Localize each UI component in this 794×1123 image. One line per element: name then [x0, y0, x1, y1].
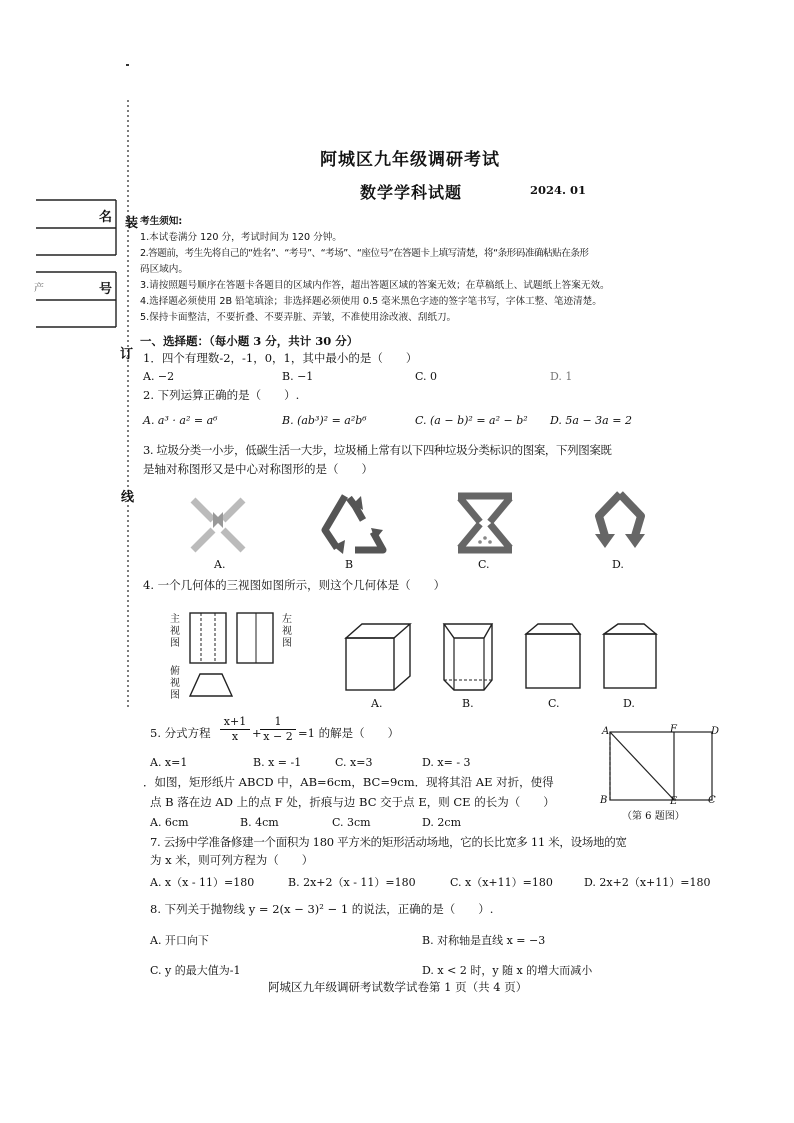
q7-option-b: B. 2x+2（x - 11）=180: [288, 876, 416, 889]
q8-option-a: A. 开口向下: [150, 934, 209, 947]
number-field: [36, 272, 116, 328]
q6-line2: 点 B 落在边 AD 上的点 F 处，折痕与边 BC 交于点 E，则 CE 的长为（ ）: [150, 795, 555, 809]
q3-figure-d: [585, 486, 655, 556]
binding-char-xian: 线: [121, 490, 135, 505]
q2-stem: 2. 下列运算正确的是（ ）.: [143, 388, 300, 402]
q5-fraction-1: [220, 715, 250, 744]
notice-item-3: 3.请按照题号顺序在答题卡各题目的区域内作答，超出答题区域的答案无效；在草稿纸上、试题纸上答案无效。: [140, 280, 610, 291]
q6-figure: [604, 728, 724, 808]
q5-plus: +: [252, 726, 262, 740]
q1-option-d: D. 1: [550, 370, 573, 383]
notice-item-2-cont: 码区域内。: [140, 264, 188, 275]
name-label: 名: [99, 210, 113, 225]
q4-solid-b: [440, 620, 520, 700]
notice-item-2: 2.答题前，考生先将自己的“姓名”、“考号”、“考场”、“座位号”在答题卡上填写清楚，将“条形码准确粘贴在条形: [140, 248, 589, 259]
q6-option-b: B. 4cm: [240, 816, 279, 829]
q6-point-b: B: [600, 795, 608, 806]
exam-subtitle: 数学学科试题: [360, 183, 463, 202]
q3-stem-line1: 3. 垃圾分类一小步，低碳生活一大步，垃圾桶上常有以下四种垃圾分类标识的图案，下列图案既: [143, 443, 612, 457]
q7-option-d: D. 2x+2（x+11）=180: [584, 876, 711, 889]
q2-option-a: A. a³ · a² = a⁶: [143, 414, 218, 427]
q4-label-a: A.: [371, 697, 383, 710]
q6-point-c: C: [708, 795, 716, 806]
q6-line1: ．如图，矩形纸片 ABCD 中，AB=6cm，BC=9cm．现将其沿 AE 对折，使得: [143, 775, 554, 789]
q6-point-e: E: [670, 796, 678, 807]
q2-option-d: D. 5a − 3a = 2: [550, 414, 632, 427]
notice-item-1: 1.本试卷满分 120 分，考试时间为 120 分钟。: [140, 232, 342, 243]
q6-point-f: F: [670, 724, 677, 735]
q8-option-c: C. y 的最大值为-1: [150, 964, 241, 977]
notice-heading: 考生须知:: [140, 216, 183, 227]
q4-view-front-label: 主视图: [170, 614, 180, 649]
q5-option-d: D. x= - 3: [422, 756, 471, 769]
q3-label-b: B: [345, 558, 354, 571]
q8-option-d: D. x < 2 时，y 随 x 的增大而减小: [422, 964, 593, 977]
q6-option-a: A. 6cm: [150, 816, 189, 829]
q4-solid-a: [342, 620, 422, 700]
q5-frac1-den: x: [231, 730, 239, 743]
q1-option-b: B. −1: [282, 370, 314, 383]
q6-point-a: A: [602, 726, 610, 737]
number-prefix: 产: [34, 283, 44, 294]
q5-option-c: C. x=3: [335, 756, 373, 769]
notice-item-5: 5.保持卡面整洁，不要折叠、不要弄脏、弄皱，不准使用涂改液、刮纸刀。: [140, 312, 457, 323]
q5-prefix: 5. 分式方程: [150, 726, 211, 740]
q5-option-b: B. x = -1: [253, 756, 302, 769]
q2-option-b: B. (ab³)² = a²b⁶: [282, 414, 367, 427]
q3-figure-c: [450, 488, 520, 558]
q4-view-top-label: 俯视图: [170, 666, 180, 701]
q7-line1: 7. 云扬中学准备修建一个面积为 180 平方米的矩形活动场地，它的长比宽多 11 米，设场地的宽: [150, 835, 627, 849]
q7-option-c: C. x（x+11）=180: [450, 876, 553, 889]
q1-stem: 1．四个有理数-2，-1，0，1，其中最小的是（ ）: [143, 351, 418, 365]
q7-line2: 为 x 米，则可列方程为（ ）: [150, 853, 314, 867]
page-footer: 阿城区九年级调研考试数学试卷第 1 页（共 4 页）: [268, 980, 528, 994]
q4-left-view: [236, 612, 276, 667]
q3-label-d: D.: [612, 558, 624, 571]
q5-frac1-num: x+1: [220, 715, 250, 730]
q5-frac2-num: 1: [260, 715, 296, 730]
q4-solid-c: [522, 620, 592, 700]
exam-title: 阿城区九年级调研考试: [320, 150, 500, 170]
exam-date: 2024. 01: [530, 183, 587, 197]
q5-suffix: =1 的解是（ ）: [298, 726, 400, 740]
q4-label-d: D.: [623, 697, 635, 710]
number-label: 号: [99, 282, 113, 297]
q8-stem: 8. 下列关于抛物线 y = 2(x − 3)² − 1 的说法，正确的是（ ）.: [150, 902, 494, 916]
q1-option-a: A. −2: [143, 370, 175, 383]
q4-view-left-label: 左视图: [282, 614, 292, 649]
q4-label-b: B.: [462, 697, 474, 710]
binding-char-zhuang: 装: [125, 216, 139, 231]
q3-label-a: A.: [214, 558, 226, 571]
q6-option-c: C. 3cm: [332, 816, 371, 829]
q1-option-c: C. 0: [415, 370, 438, 383]
q6-figure-caption: （第 6 题图）: [622, 811, 685, 822]
q2-option-c: C. (a − b)² = a² − b²: [415, 414, 528, 427]
q7-option-a: A. x（x - 11）=180: [150, 876, 255, 889]
q4-front-view: [189, 612, 229, 667]
q8-option-b: B. 对称轴是直线 x = −3: [422, 934, 546, 947]
q4-stem: 4. 一个几何体的三视图如图所示，则这个几何体是（ ）: [143, 578, 446, 592]
q5-option-a: A. x=1: [150, 756, 188, 769]
name-field: [36, 200, 116, 256]
q4-label-c: C.: [548, 697, 560, 710]
q3-stem-line2: 是轴对称图形又是中心对称图形的是（ ）: [143, 462, 373, 476]
notice-item-4: 4.选择题必须使用 2B 铅笔填涂；非选择题必须使用 0.5 毫米黑色字迹的签字笔书写，字体工整、笔迹清楚。: [140, 296, 602, 307]
q4-top-view: [188, 670, 238, 700]
binding-char-ding: 订: [120, 347, 134, 362]
q5-fraction-2: [260, 715, 296, 744]
q6-point-d: D: [711, 726, 720, 737]
q3-label-c: C.: [478, 558, 490, 571]
q6-option-d: D. 2cm: [422, 816, 462, 829]
q3-figure-a: [183, 490, 253, 560]
section-heading: 一、选择题：（每小题 3 分，共计 30 分）: [140, 334, 359, 348]
q4-solid-d: [600, 620, 670, 700]
q5-frac2-den: x − 2: [263, 730, 293, 743]
q3-figure-b: [315, 488, 395, 558]
